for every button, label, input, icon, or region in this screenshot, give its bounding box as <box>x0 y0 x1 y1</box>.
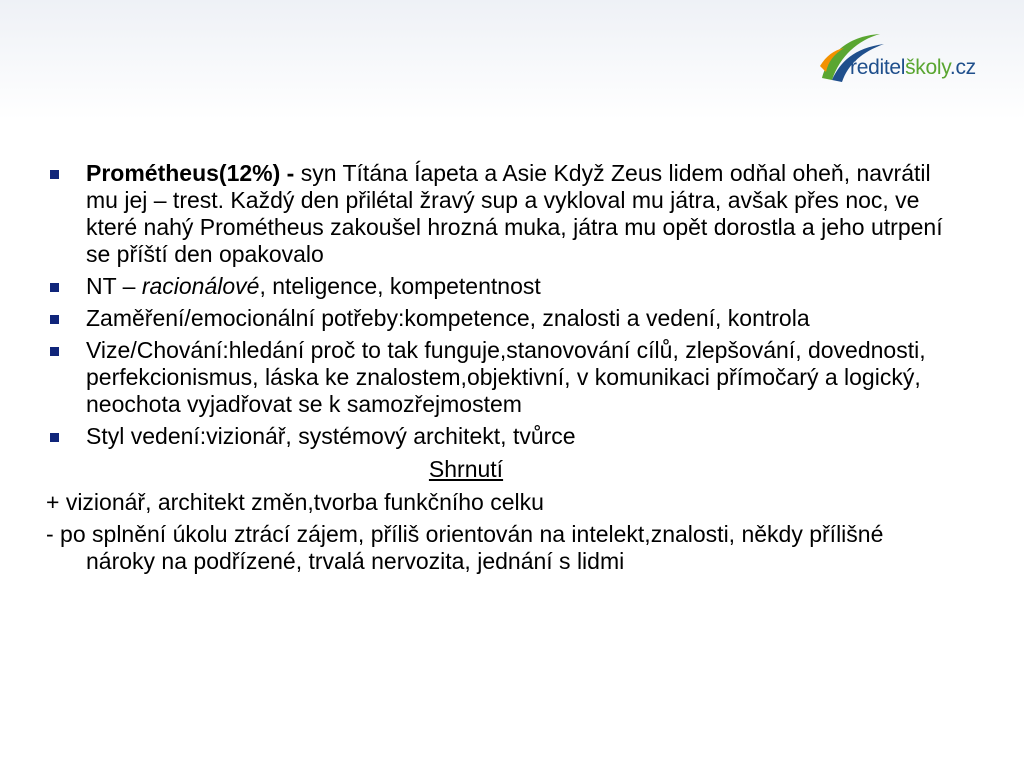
square-bullet-icon <box>50 283 59 292</box>
logo-text <box>850 56 976 80</box>
nt-suffix: , nteligence, kompetentnost <box>259 273 541 299</box>
summary-title: Shrnutí <box>428 456 504 482</box>
prometheus-title: Prométheus(12%) - <box>86 160 295 186</box>
bullet-item-style <box>46 423 946 450</box>
style-text: Styl vedení:vizionář, systémový architekt, tvůrce <box>86 423 576 449</box>
slide-content <box>46 160 946 580</box>
bullet-item-focus <box>46 305 946 332</box>
bullet-item-prometheus <box>46 160 946 268</box>
bullet-list <box>46 160 946 450</box>
logo-text-part1: ředitel <box>850 56 906 79</box>
square-bullet-icon <box>50 170 59 179</box>
logo-text-part2: školy <box>905 56 950 79</box>
summary-plus: + vizionář, architekt změn,tvorba funkčního celku <box>46 489 544 515</box>
bullet-item-vision <box>46 337 946 418</box>
logo-text-part3: .cz <box>949 56 976 79</box>
prometheus-text: syn Títána Íapeta a Asie Když Zeus lidem odňal oheň, navrátil mu jej – trest. Každý den přilétal žravý sup a vykloval mu játra, avšak přes noc, ve které nahý Prométheus zakoušel hrozná muka, játra mu opět dorostla a jeho utrpení se příští den opakovalo <box>86 160 943 267</box>
nt-italic: racionálové <box>141 273 260 299</box>
summary-minus: - po splnění úkolu ztrácí zájem, příliš orientován na intelekt,znalosti, někdy přílišné nároky na podřízené, trvalá nervozita, jednání s lidmi <box>46 521 884 574</box>
square-bullet-icon <box>50 347 59 356</box>
bullet-item-nt <box>46 273 946 300</box>
focus-text: Zaměření/emocionální potřeby:kompetence, znalosti a vedení, kontrola <box>86 305 810 331</box>
vision-text: Vize/Chování:hledání proč to tak funguje,stanovování cílů, zlepšování, dovednosti, perfekcionismus, láska ke znalostem,objektivní, v komunikaci přímočarý a logický, neochota vyjadřovat se k samozřejmostem <box>86 337 926 417</box>
nt-prefix: NT – <box>86 273 142 299</box>
square-bullet-icon <box>50 433 59 442</box>
square-bullet-icon <box>50 315 59 324</box>
reditel-skoly-logo <box>818 26 993 88</box>
